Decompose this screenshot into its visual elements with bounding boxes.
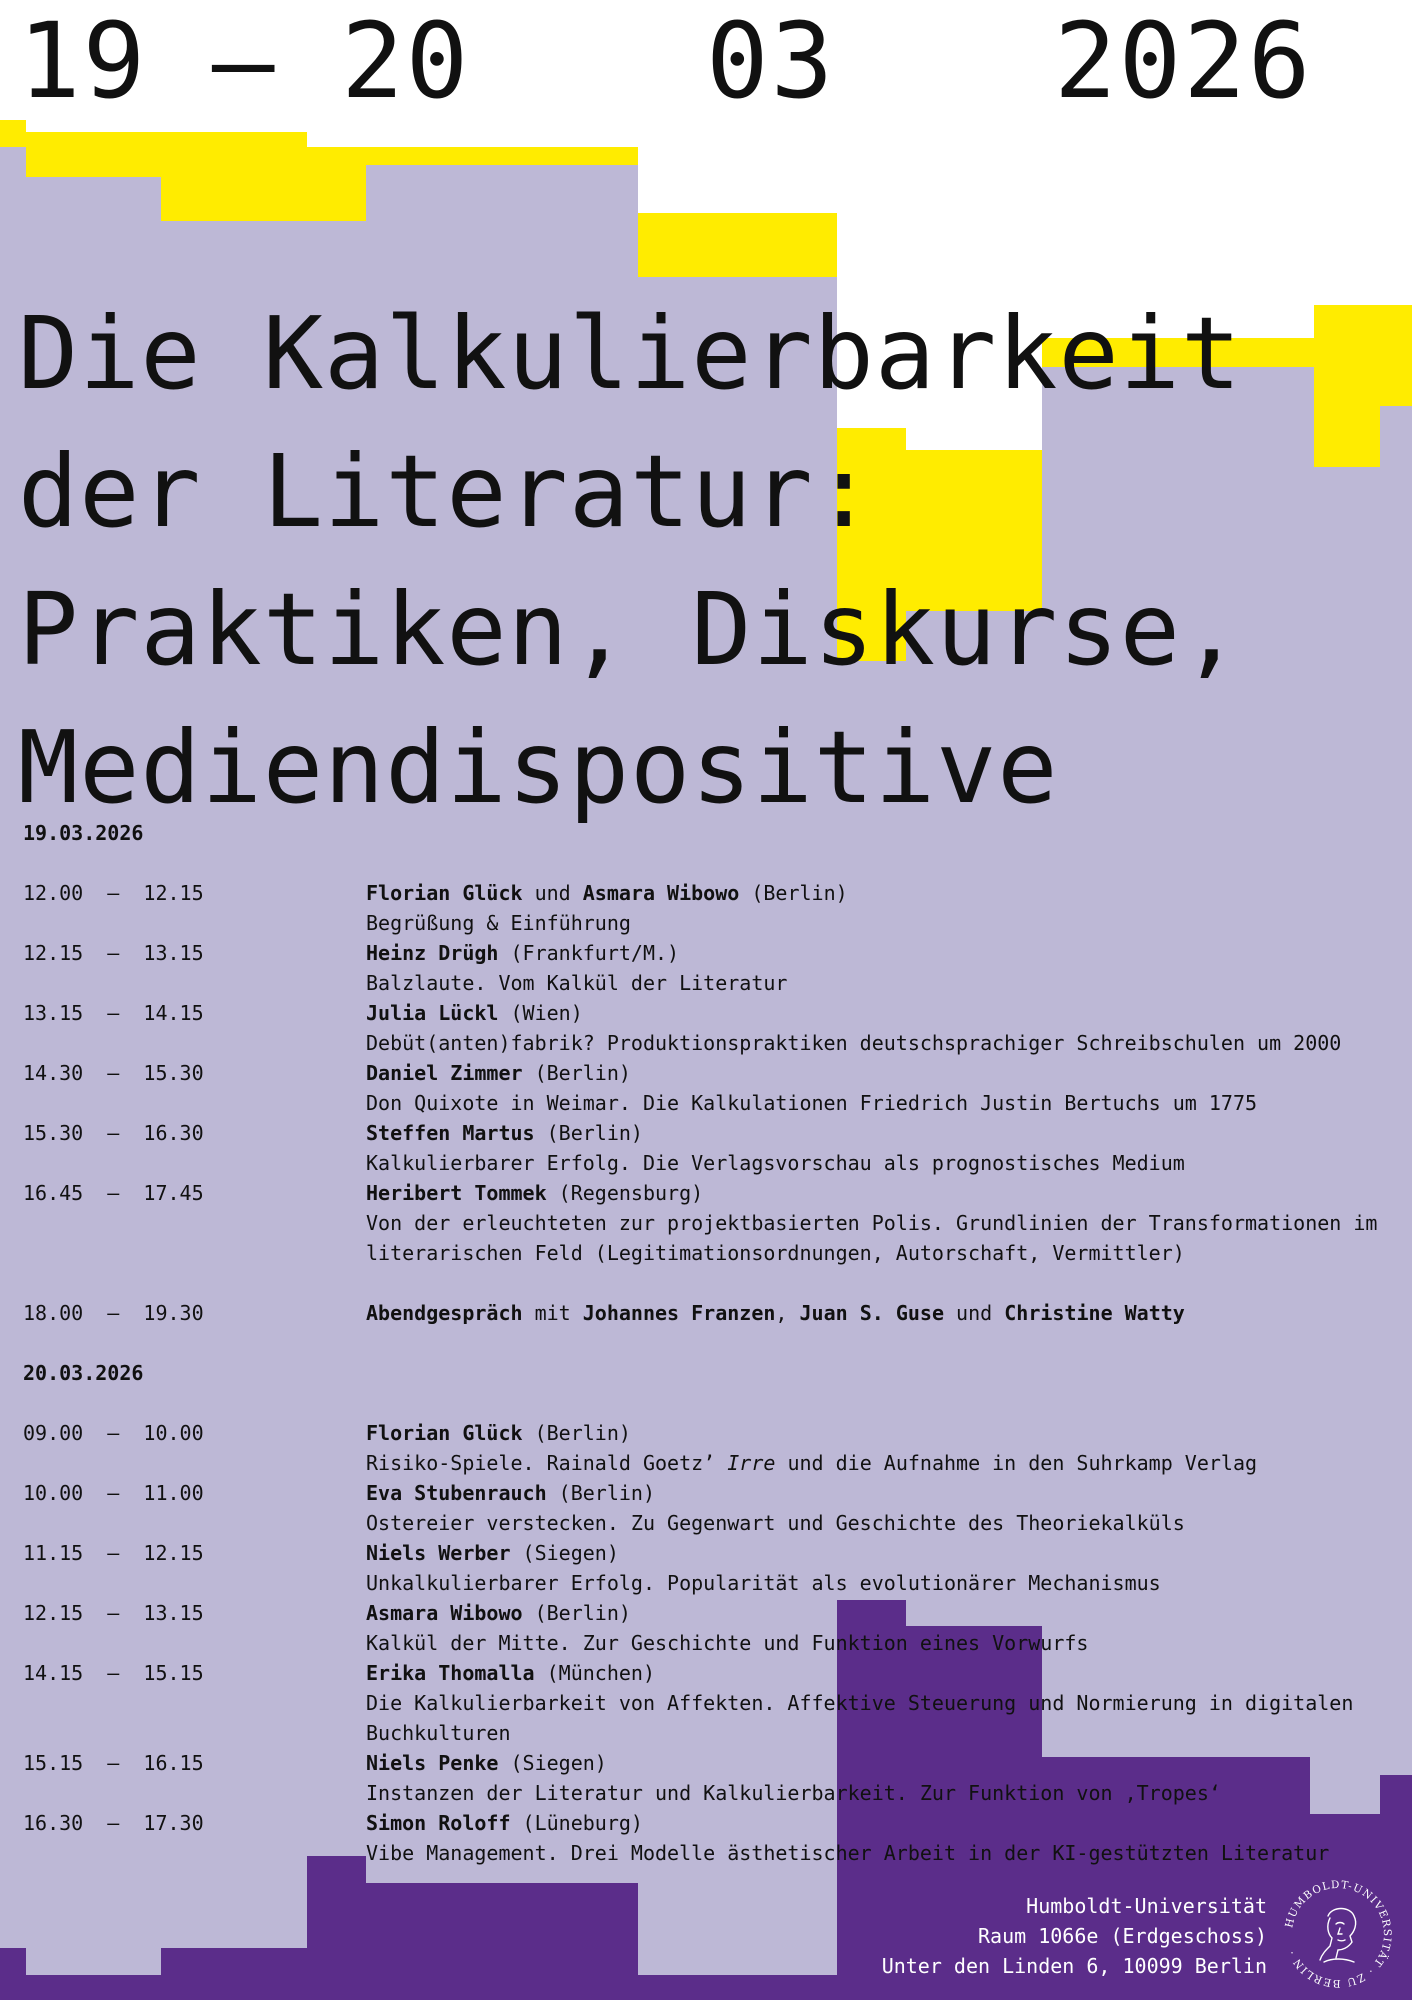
speaker-name: Simon Roloff xyxy=(366,1811,511,1835)
speaker-location: (Regensburg) xyxy=(546,1181,704,1205)
speaker-name: Steffen Martus xyxy=(366,1121,535,1145)
venue-info xyxy=(882,1891,1267,1981)
program-entry xyxy=(23,998,1403,1058)
day-1-date: 19.03.2026 xyxy=(23,821,144,845)
speaker-name: Heinz Drügh xyxy=(366,941,499,965)
speaker-location: (Berlin) xyxy=(739,881,848,905)
speaker-name: Christine Watty xyxy=(1004,1301,1185,1325)
time-slot: 15.15 – 16.15 xyxy=(23,1751,204,1775)
speaker-name: Erika Thomalla xyxy=(366,1661,535,1685)
talk-title: Risiko-Spiele. Rainald Goetz’ Irre und die Aufnahme in den Suhrkamp Verlag xyxy=(366,1451,1258,1475)
program-entry xyxy=(23,1598,1403,1658)
speaker-name: Juan S. Guse xyxy=(799,1301,945,1325)
speaker-location: (Lüneburg) xyxy=(510,1811,643,1835)
talk-title: Unkalkulierbarer Erfolg. Popularität als evolutionärer Mechanismus xyxy=(366,1571,1161,1595)
time-slot: 12.00 – 12.15 xyxy=(23,881,204,905)
talk-title: Debüt(anten)fabrik? Produktionspraktiken deutschsprachiger Schreibschulen um 2000 xyxy=(366,1031,1342,1055)
program-entry xyxy=(23,1658,1403,1748)
program-entry xyxy=(23,1478,1403,1538)
speaker-location: (Berlin) xyxy=(534,1121,643,1145)
month: 03 xyxy=(706,0,836,122)
program-entry xyxy=(23,1748,1403,1808)
speaker-name: Niels Penke xyxy=(366,1751,499,1775)
time-slot: 14.15 – 15.15 xyxy=(23,1661,204,1685)
speaker-name: Asmara Wibowo xyxy=(366,1601,523,1625)
time-slot: 16.45 – 17.45 xyxy=(23,1181,204,1205)
program-entry xyxy=(23,1808,1403,1868)
title-line-2: der Literatur: xyxy=(18,433,875,550)
time-slot: 16.30 – 17.30 xyxy=(23,1811,204,1835)
speaker-name: Asmara Wibowo xyxy=(582,881,740,905)
talk-title: Begrüßung & Einführung xyxy=(366,911,631,935)
speaker-name: Daniel Zimmer xyxy=(366,1061,523,1085)
speaker-name: Florian Glück xyxy=(366,881,523,905)
yellow-block-b xyxy=(1314,305,1412,406)
time-slot: 09.00 – 10.00 xyxy=(23,1421,204,1445)
title-line-3: Praktiken, Diskurse, xyxy=(18,571,1243,688)
program-entry xyxy=(23,1058,1403,1118)
time-slot: 18.00 – 19.30 xyxy=(23,1301,204,1325)
speaker-name: Johannes Franzen xyxy=(582,1301,776,1325)
talk-title: Kalkül der Mitte. Zur Geschichte und Funktion eines Vorwurfs xyxy=(366,1631,1089,1655)
venue-line-1: Humboldt-Universität xyxy=(1026,1894,1267,1918)
talk-title: Balzlaute. Vom Kalkül der Literatur xyxy=(366,971,788,995)
speaker-name: Eva Stubenrauch xyxy=(366,1481,547,1505)
venue-line-2: Raum 1066e (Erdgeschoss) xyxy=(978,1924,1267,1948)
speaker-location: (Berlin) xyxy=(522,1421,631,1445)
day-range: 19 – 20 xyxy=(18,0,471,122)
yellow-block-c xyxy=(1314,406,1380,467)
time-slot: 10.00 – 11.00 xyxy=(23,1481,204,1505)
time-slot: 15.30 – 16.30 xyxy=(23,1121,204,1145)
venue-line-3: Unter den Linden 6, 10099 Berlin xyxy=(881,1954,1267,1978)
time-slot: 12.15 – 13.15 xyxy=(23,1601,204,1625)
talk-title: Kalkulierbarer Erfolg. Die Verlagsvorschau als prognostisches Medium xyxy=(366,1151,1185,1175)
speaker-location: (Berlin) xyxy=(522,1601,631,1625)
title-line-1: Die Kalkulierbarkeit xyxy=(18,295,1243,412)
talk-title: Von der erleuchteten zur projektbasierten Polis. Grundlinien der Transformationen im literarischen Feld (Legitimationsordnungen, Autorschaft, Vermittler) xyxy=(366,1211,1378,1265)
speaker-location: (Berlin) xyxy=(522,1061,631,1085)
program-entry xyxy=(23,1118,1403,1178)
program-entry xyxy=(23,938,1403,998)
speaker-location: (Berlin) xyxy=(546,1481,655,1505)
program-entry: 12.00 – 12.15 Florian Glück und Asmara Wibowo (Berlin) Begrüßung & Einführung xyxy=(23,878,1403,938)
speaker-location: (Siegen) xyxy=(510,1541,619,1565)
talk-title: Instanzen der Literatur und Kalkulierbarkeit. Zur Funktion von ‚Tropes‘ xyxy=(366,1781,1221,1805)
talk-title: Die Kalkulierbarkeit von Affekten. Affektive Steuerung und Normierung in digitalen Buchkulturen xyxy=(366,1691,1354,1745)
title-line-4: Mediendispositive xyxy=(18,709,1059,826)
talk-title: Don Quixote in Weimar. Die Kalkulationen Friedrich Justin Bertuchs um 1775 xyxy=(366,1091,1258,1115)
program-entry xyxy=(23,1538,1403,1598)
speaker-name: Julia Lückl xyxy=(366,1001,499,1025)
event-name: Abendgespräch xyxy=(366,1301,523,1325)
speaker-name: Niels Werber xyxy=(366,1541,511,1565)
evening-event: 18.00 – 19.30 Abendgespräch mit Johannes Franzen, Juan S. Guse und Christine Watty xyxy=(23,1298,1403,1328)
speaker-location: (Frankfurt/M.) xyxy=(498,941,680,965)
time-slot: 14.30 – 15.30 xyxy=(23,1061,204,1085)
talk-title: Ostereier verstecken. Zu Gegenwart und Geschichte des Theoriekalküls xyxy=(366,1511,1185,1535)
svg-text:HUMBOLDT-UNIVERSITÄT · ZU BERL: HUMBOLDT-UNIVERSITÄT · ZU BERLIN · xyxy=(1283,1878,1394,1990)
day-2-date: 20.03.2026 xyxy=(23,1361,144,1385)
university-seal-icon xyxy=(1280,1876,1396,1992)
time-slot: 11.15 – 12.15 xyxy=(23,1541,204,1565)
conference-title xyxy=(18,285,1242,837)
program-entry xyxy=(23,1178,1403,1268)
speaker-name: Heribert Tommek xyxy=(366,1181,547,1205)
speaker-name: Florian Glück xyxy=(366,1421,523,1445)
speaker-location: (München) xyxy=(534,1661,655,1685)
talk-title: Vibe Management. Drei Modelle ästhetischer Arbeit in der KI-gestützten Literatur xyxy=(366,1841,1330,1865)
program-entry xyxy=(23,1418,1403,1478)
time-slot: 13.15 – 14.15 xyxy=(23,1001,204,1025)
programme xyxy=(23,818,1403,1868)
speaker-location: (Siegen) xyxy=(498,1751,607,1775)
time-slot: 12.15 – 13.15 xyxy=(23,941,204,965)
speaker-location: (Wien) xyxy=(498,1001,583,1025)
event-dates xyxy=(0,0,1412,120)
year: 2026 xyxy=(1054,0,1313,122)
